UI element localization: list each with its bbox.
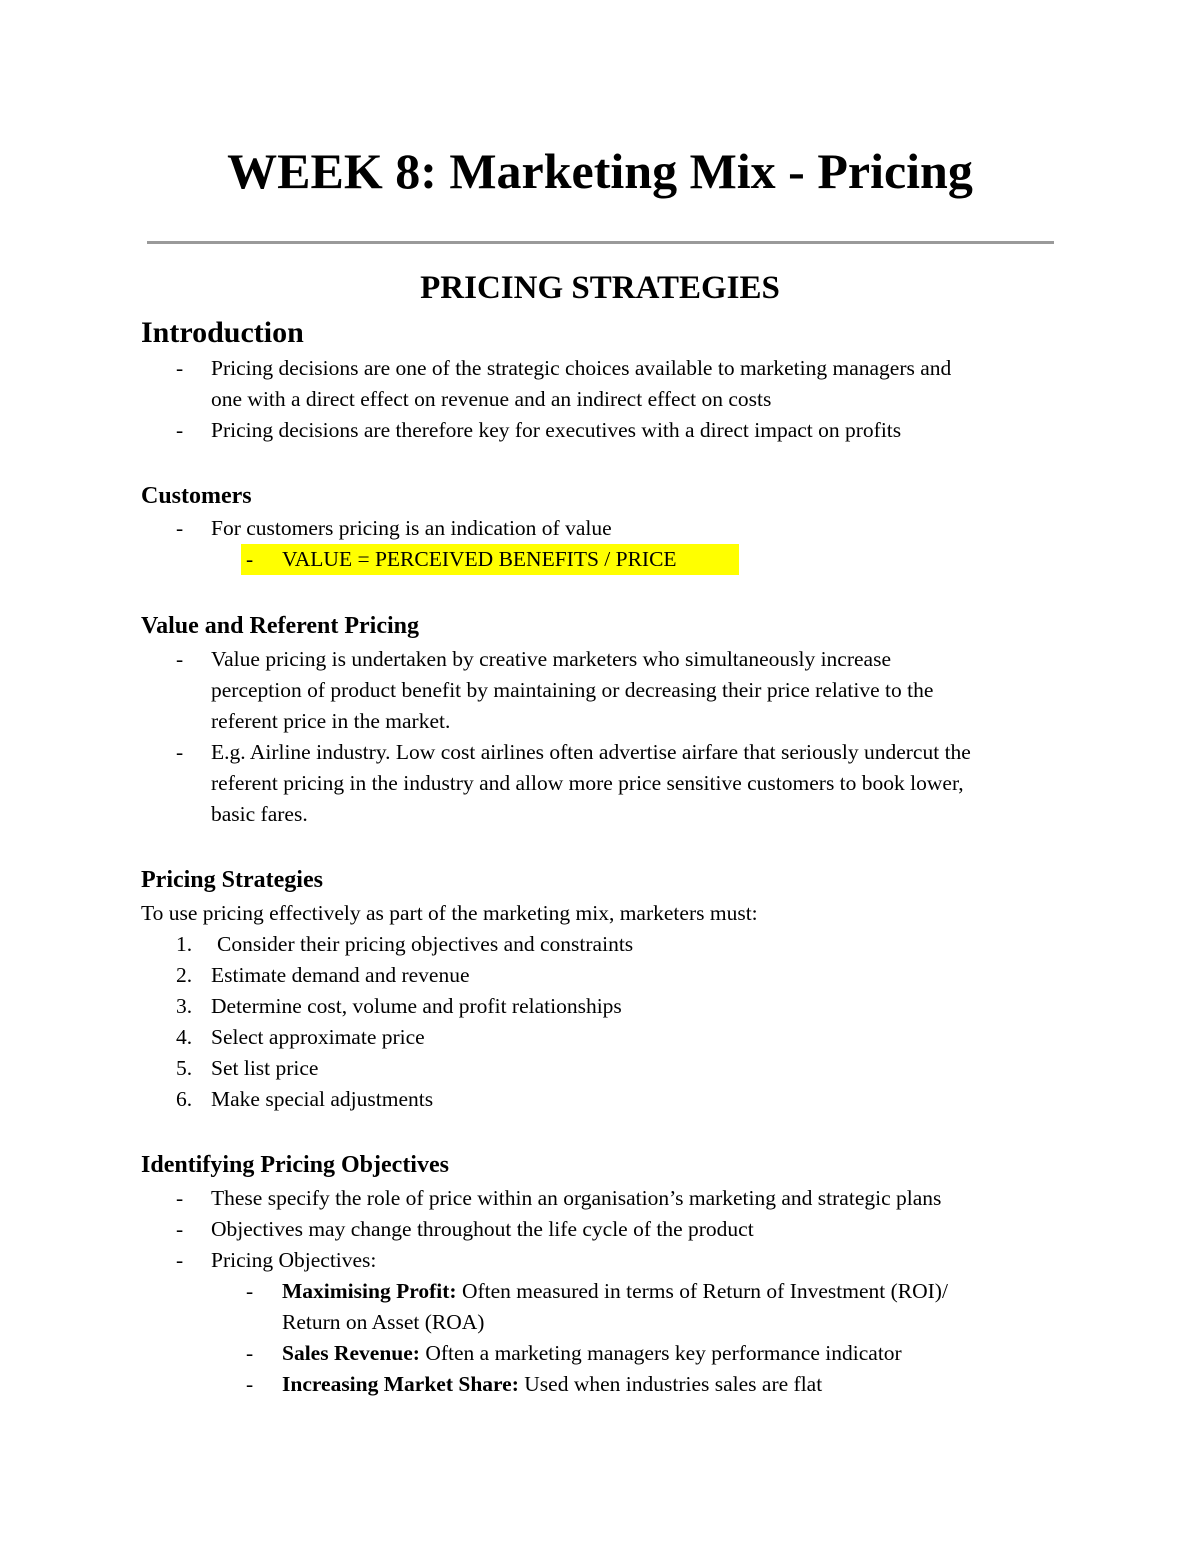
page-title: WEEK 8: Marketing Mix - Pricing	[227, 143, 973, 199]
objectives-bullet-1: These specify the role of price within an organisation’s marketing and strategic plans	[211, 1186, 942, 1210]
intro-bullet-2: Pricing decisions are therefore key for executives with a direct impact on profits	[211, 418, 902, 442]
step-text: Consider their pricing objectives and constraints	[217, 932, 634, 956]
horizontal-rule	[147, 241, 1054, 244]
objective-term: Maximising Profit:	[282, 1279, 457, 1303]
sub-bullet-dash: -	[246, 1372, 254, 1396]
step-text: Set list price	[211, 1056, 319, 1080]
step-number: 6.	[176, 1087, 193, 1111]
bullet-dash: -	[176, 1186, 184, 1210]
step-text: Make special adjustments	[211, 1087, 434, 1111]
intro-bullet-1-line-1: Pricing decisions are one of the strategic choices available to marketing managers and	[211, 356, 952, 380]
step-number: 5.	[176, 1056, 193, 1080]
bullet-dash: -	[176, 740, 184, 764]
bullet-dash: -	[176, 1248, 184, 1272]
pricing-strategies-intro: To use pricing effectively as part of the marketing mix, marketers must:	[141, 901, 758, 925]
objective-term: Sales Revenue:	[282, 1341, 420, 1365]
step-text: Determine cost, volume and profit relationships	[211, 994, 622, 1018]
heading-identifying-pricing-objectives: Identifying Pricing Objectives	[141, 1152, 449, 1178]
section-title: PRICING STRATEGIES	[420, 270, 780, 306]
objective-term: Increasing Market Share:	[282, 1372, 519, 1396]
bullet-dash: -	[176, 647, 184, 671]
bullet-dash: -	[176, 418, 184, 442]
step-number: 2.	[176, 963, 193, 987]
objectives-bullet-3: Pricing Objectives:	[211, 1248, 377, 1272]
intro-bullet-1-line-2: one with a direct effect on revenue and an indirect effect on costs	[211, 387, 772, 411]
step-text: Select approximate price	[211, 1025, 425, 1049]
bullet-dash: -	[176, 356, 184, 380]
heading-value-referent-pricing: Value and Referent Pricing	[141, 613, 419, 639]
step-number: 4.	[176, 1025, 193, 1049]
objective-description: Used when industries sales are flat	[524, 1372, 823, 1396]
value-bullet-2-line-1: E.g. Airline industry. Low cost airlines often advertise airfare that seriously undercut the	[211, 740, 971, 764]
objective-description: Often measured in terms of Return of Investment (ROI)/	[461, 1279, 948, 1303]
value-bullet-1-line-2: perception of product benefit by maintaining or decreasing their price relative to the	[211, 678, 934, 702]
heading-pricing-strategies: Pricing Strategies	[141, 867, 323, 893]
value-formula-highlight: VALUE = PERCEIVED BENEFITS / PRICE	[282, 547, 677, 571]
step-number: 1.	[176, 932, 193, 956]
value-bullet-2-line-3: basic fares.	[211, 802, 308, 826]
sub-bullet-dash: -	[246, 1341, 254, 1365]
objective-description-continued: Return on Asset (ROA)	[282, 1310, 485, 1334]
heading-introduction: Introduction	[141, 316, 304, 349]
customers-bullet-1: For customers pricing is an indication of value	[211, 516, 612, 540]
heading-customers: Customers	[141, 483, 252, 509]
value-bullet-1-line-3: referent price in the market.	[211, 709, 451, 733]
objectives-bullet-2: Objectives may change throughout the life cycle of the product	[211, 1217, 754, 1241]
objective-item-maximising-profit	[282, 1276, 948, 1307]
sub-bullet-dash: -	[246, 1279, 254, 1303]
sub-bullet-dash: -	[246, 547, 254, 571]
bullet-dash: -	[176, 516, 184, 540]
value-bullet-2-line-2: referent pricing in the industry and allow more price sensitive customers to book lower,	[211, 771, 964, 795]
step-text: Estimate demand and revenue	[211, 963, 470, 987]
objective-item-increasing-market-share	[282, 1369, 822, 1400]
bullet-dash: -	[176, 1217, 184, 1241]
objective-description: Often a marketing managers key performance indicator	[425, 1341, 902, 1365]
step-number: 3.	[176, 994, 193, 1018]
value-bullet-1-line-1: Value pricing is undertaken by creative marketers who simultaneously increase	[211, 647, 892, 671]
objective-item-sales-revenue	[282, 1338, 902, 1369]
